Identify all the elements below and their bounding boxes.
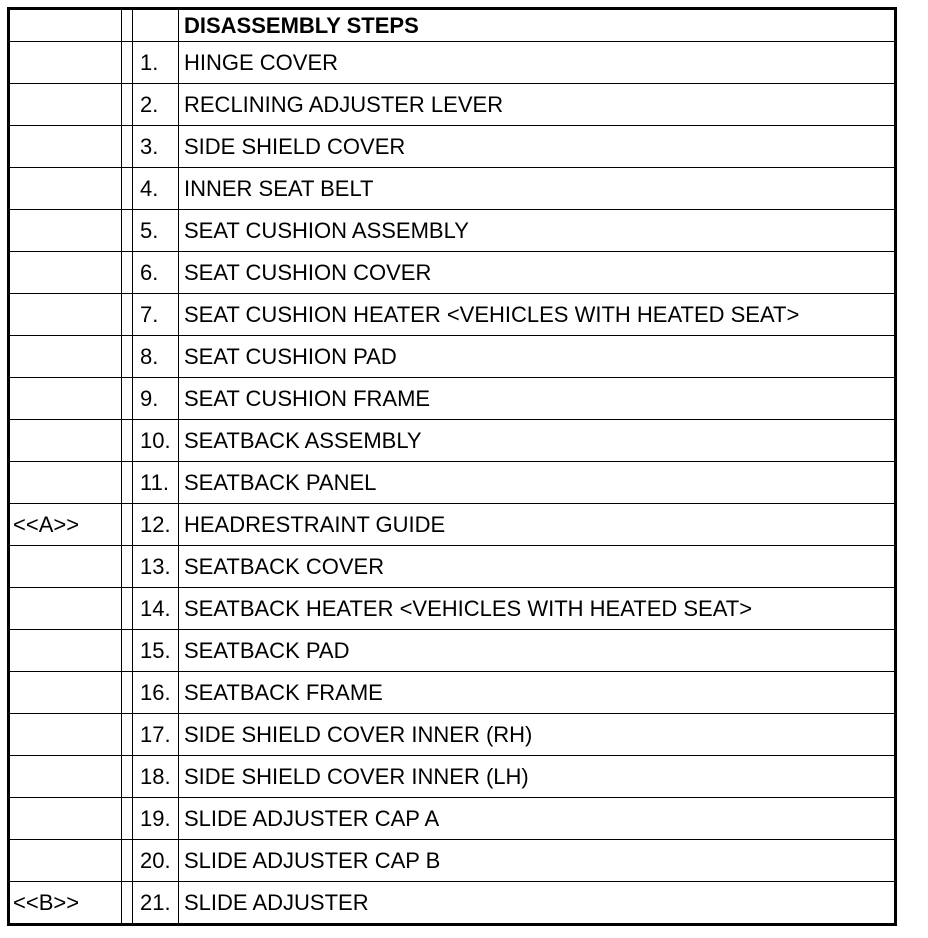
step-ref bbox=[9, 630, 122, 672]
step-num-cell bbox=[133, 462, 179, 504]
step-number: 15. bbox=[140, 637, 171, 663]
step-name: SEATBACK HEATER <VEHICLES WITH HEATED SEAT> bbox=[179, 588, 896, 630]
steps-table-body bbox=[9, 9, 896, 925]
table-row bbox=[9, 714, 896, 756]
step-ref bbox=[9, 336, 122, 378]
gap-cell bbox=[122, 336, 133, 378]
step-number: 8. bbox=[140, 343, 159, 369]
step-number: 2. bbox=[140, 91, 159, 117]
step-number: 6. bbox=[140, 259, 159, 285]
step-number: 17. bbox=[140, 721, 171, 747]
gap-cell bbox=[122, 546, 133, 588]
step-ref bbox=[9, 42, 122, 84]
step-name: SEATBACK ASSEMBLY bbox=[179, 420, 896, 462]
table-row bbox=[9, 42, 896, 84]
step-num-cell bbox=[133, 588, 179, 630]
gap-cell bbox=[122, 504, 133, 546]
step-num-cell bbox=[133, 420, 179, 462]
step-name: SLIDE ADJUSTER CAP B bbox=[179, 840, 896, 882]
step-num-cell bbox=[133, 546, 179, 588]
step-ref bbox=[9, 798, 122, 840]
step-num-cell bbox=[133, 252, 179, 294]
step-name: INNER SEAT BELT bbox=[179, 168, 896, 210]
step-number: 18. bbox=[140, 763, 171, 789]
header-num-cell bbox=[133, 9, 179, 42]
step-number: 11. bbox=[140, 469, 169, 495]
step-num-cell bbox=[133, 210, 179, 252]
step-name: SIDE SHIELD COVER INNER (LH) bbox=[179, 756, 896, 798]
header-ref-cell bbox=[9, 9, 122, 42]
step-num-cell bbox=[133, 504, 179, 546]
gap-cell bbox=[122, 126, 133, 168]
step-number: 21. bbox=[140, 889, 171, 915]
step-num-cell bbox=[133, 882, 179, 925]
step-name: HEADRESTRAINT GUIDE bbox=[179, 504, 896, 546]
step-name: SIDE SHIELD COVER INNER (RH) bbox=[179, 714, 896, 756]
step-name: SEAT CUSHION FRAME bbox=[179, 378, 896, 420]
step-ref bbox=[9, 588, 122, 630]
gap-cell bbox=[122, 462, 133, 504]
table-row bbox=[9, 798, 896, 840]
table-row bbox=[9, 840, 896, 882]
table-row bbox=[9, 462, 896, 504]
gap-cell bbox=[122, 798, 133, 840]
step-num-cell bbox=[133, 630, 179, 672]
step-num-cell bbox=[133, 378, 179, 420]
table-row bbox=[9, 504, 896, 546]
gap-cell bbox=[122, 42, 133, 84]
gap-cell bbox=[122, 756, 133, 798]
step-number: 14. bbox=[140, 595, 171, 621]
gap-cell bbox=[122, 252, 133, 294]
step-name: SEATBACK PANEL bbox=[179, 462, 896, 504]
gap-cell bbox=[122, 378, 133, 420]
table-row bbox=[9, 546, 896, 588]
step-num-cell bbox=[133, 672, 179, 714]
step-number: 20. bbox=[140, 847, 171, 873]
step-num-cell bbox=[133, 798, 179, 840]
step-num-cell bbox=[133, 84, 179, 126]
step-ref bbox=[9, 252, 122, 294]
disassembly-steps-table bbox=[7, 7, 897, 926]
step-number: 13. bbox=[140, 553, 171, 579]
table-row bbox=[9, 378, 896, 420]
gap-cell bbox=[122, 672, 133, 714]
step-name: SEAT CUSHION PAD bbox=[179, 336, 896, 378]
step-ref bbox=[9, 672, 122, 714]
table-row bbox=[9, 588, 896, 630]
step-ref bbox=[9, 294, 122, 336]
gap-cell bbox=[122, 294, 133, 336]
step-number: 16. bbox=[140, 679, 171, 705]
table-row bbox=[9, 168, 896, 210]
step-name: SEAT CUSHION COVER bbox=[179, 252, 896, 294]
step-name: SIDE SHIELD COVER bbox=[179, 126, 896, 168]
step-num-cell bbox=[133, 840, 179, 882]
gap-cell bbox=[122, 84, 133, 126]
table-row bbox=[9, 336, 896, 378]
step-ref: <<B>> bbox=[9, 882, 122, 925]
step-num-cell bbox=[133, 336, 179, 378]
step-ref bbox=[9, 756, 122, 798]
step-num-cell bbox=[133, 168, 179, 210]
gap-cell bbox=[122, 630, 133, 672]
gap-cell bbox=[122, 168, 133, 210]
step-ref bbox=[9, 546, 122, 588]
step-number: 9. bbox=[140, 385, 159, 411]
step-ref bbox=[9, 462, 122, 504]
gap-cell bbox=[122, 210, 133, 252]
step-number: 3. bbox=[140, 133, 159, 159]
step-ref bbox=[9, 126, 122, 168]
step-num-cell bbox=[133, 126, 179, 168]
step-name: RECLINING ADJUSTER LEVER bbox=[179, 84, 896, 126]
table-row bbox=[9, 420, 896, 462]
table-row bbox=[9, 630, 896, 672]
gap-cell bbox=[122, 588, 133, 630]
step-name: SLIDE ADJUSTER bbox=[179, 882, 896, 925]
step-num-cell bbox=[133, 294, 179, 336]
step-name: HINGE COVER bbox=[179, 42, 896, 84]
step-ref bbox=[9, 84, 122, 126]
step-name: SEATBACK PAD bbox=[179, 630, 896, 672]
step-number: 4. bbox=[140, 175, 159, 201]
gap-cell bbox=[122, 420, 133, 462]
gap-cell bbox=[122, 714, 133, 756]
table-row bbox=[9, 126, 896, 168]
gap-cell bbox=[122, 882, 133, 925]
table-row bbox=[9, 672, 896, 714]
step-ref: <<A>> bbox=[9, 504, 122, 546]
step-name: SEATBACK COVER bbox=[179, 546, 896, 588]
step-num-cell bbox=[133, 756, 179, 798]
step-ref bbox=[9, 714, 122, 756]
step-name: SEATBACK FRAME bbox=[179, 672, 896, 714]
step-ref bbox=[9, 378, 122, 420]
gap-cell bbox=[122, 840, 133, 882]
table-row bbox=[9, 294, 896, 336]
step-ref bbox=[9, 168, 122, 210]
header-title: DISASSEMBLY STEPS bbox=[179, 9, 896, 42]
table-row bbox=[9, 882, 896, 925]
step-number: 7. bbox=[140, 301, 159, 327]
table-row bbox=[9, 252, 896, 294]
step-ref bbox=[9, 840, 122, 882]
step-name: SLIDE ADJUSTER CAP A bbox=[179, 798, 896, 840]
step-number: 1. bbox=[140, 49, 159, 75]
step-number: 10. bbox=[140, 427, 171, 453]
step-number: 19. bbox=[140, 805, 171, 831]
table-header-row bbox=[9, 9, 896, 42]
step-num-cell bbox=[133, 714, 179, 756]
table-row bbox=[9, 756, 896, 798]
step-name: SEAT CUSHION HEATER <VEHICLES WITH HEATED SEAT> bbox=[179, 294, 896, 336]
step-number: 12. bbox=[140, 511, 171, 537]
table-row bbox=[9, 84, 896, 126]
step-ref bbox=[9, 420, 122, 462]
table-row bbox=[9, 210, 896, 252]
step-ref bbox=[9, 210, 122, 252]
step-num-cell bbox=[133, 42, 179, 84]
step-name: SEAT CUSHION ASSEMBLY bbox=[179, 210, 896, 252]
step-number: 5. bbox=[140, 217, 159, 243]
header-gap-cell bbox=[122, 9, 133, 42]
